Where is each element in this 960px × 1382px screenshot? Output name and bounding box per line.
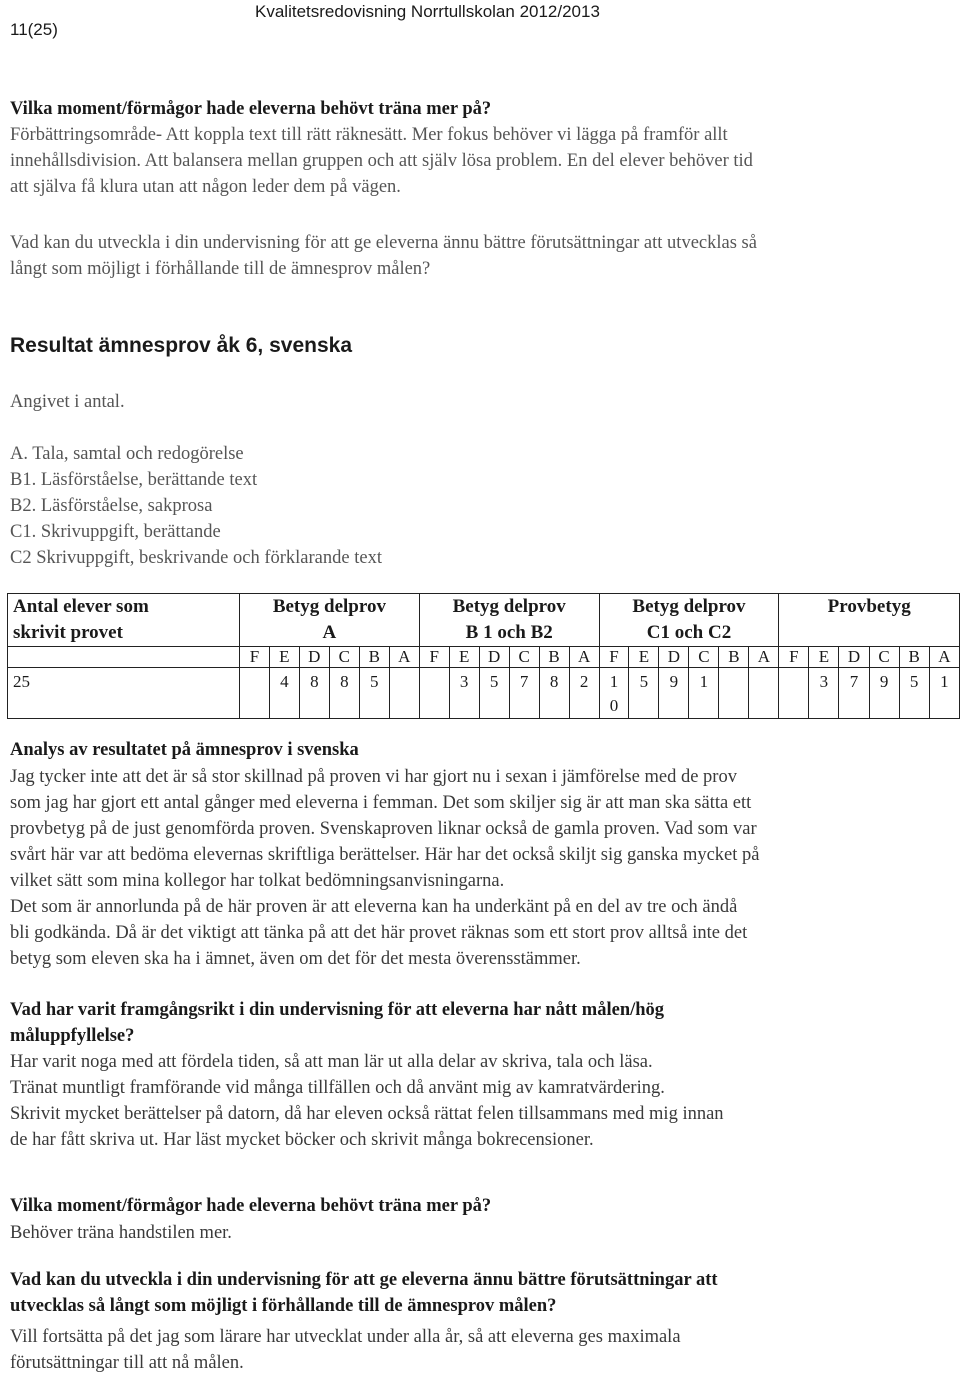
text-line: vilket sätt som mina kollegor har tolkat bedömningsanvisningarna. [10, 871, 505, 891]
table-header-row [8, 594, 960, 647]
grade-count-cell: 4 [269, 668, 299, 719]
grade-letter-cell: B [719, 647, 749, 668]
page-number: 11(25) [10, 20, 58, 39]
grade-count-cell: 1 [929, 668, 959, 719]
grade-letter-cell: E [449, 647, 479, 668]
success-paragraph [10, 1049, 724, 1153]
grade-count-cell [779, 668, 809, 719]
grade-letter-cell: D [839, 647, 869, 668]
text-line: förutsättningar till att nå målen. [10, 1353, 244, 1373]
text-line: långt som möjligt i förhållande till de ämnesprov målen? [10, 259, 431, 279]
grade-letter-cell: B [359, 647, 389, 668]
group-header-a [240, 594, 420, 647]
grade-count-cell: 5 [629, 668, 659, 719]
analysis-paragraph [10, 764, 760, 972]
list-item: B1. Läsförståelse, berättande text [10, 470, 258, 490]
document-title: Kvalitetsredovisning Norrtullskolan 2012/2013 [255, 2, 600, 21]
heading-line: Vad kan du utveckla i din undervisning för att ge eleverna ännu bättre förutsättningar att [10, 1270, 718, 1290]
grade-letter-cell: B [539, 647, 569, 668]
grade-count-cell: 8 [329, 668, 359, 719]
count-column-header [8, 594, 240, 647]
grade-letter-cell: D [299, 647, 329, 668]
grade-letter-cell: D [659, 647, 689, 668]
grade-letter-cell: E [629, 647, 659, 668]
grade-count-cell: 7 [839, 668, 869, 719]
table-value-row [8, 668, 960, 719]
group-header-total [779, 594, 960, 647]
header-line: Antal elever som [13, 596, 149, 617]
grade-count-cell [419, 668, 449, 719]
text-line: innehållsdivision. Att balansera mellan gruppen och att själv lösa problem. En del elever behöver tid [10, 151, 753, 171]
grade-count-cell: 3 [809, 668, 839, 719]
practice-answer: Behöver träna handstilen mer. [10, 1223, 232, 1243]
analysis-heading: Analys av resultatet på ämnesprov i svenska [10, 740, 359, 760]
grade-count-cell [389, 668, 419, 719]
header-line: Provbetyg [827, 596, 911, 617]
text-line: Skrivit mycket berättelser på datorn, då har eleven också rättat felen tillsammans med mig innan [10, 1104, 724, 1124]
heading-line: utvecklas så långt som möjligt i förhållande till de ämnesprov målen? [10, 1296, 557, 1316]
grade-count-cell: 1 0 [599, 668, 629, 719]
heading-line: Vad har varit framgångsrikt i din undervisning för att eleverna har nått målen/hög [10, 1000, 665, 1020]
header-line: C1 och C2 [646, 622, 732, 643]
grade-letter-cell: F [419, 647, 449, 668]
grade-letter-cell: B [899, 647, 929, 668]
grade-count-cell: 3 [449, 668, 479, 719]
grade-letter-cell: C [509, 647, 539, 668]
grade-letter-cell: F [599, 647, 629, 668]
text-line: Jag tycker inte att det är så stor skillnad på proven vi har gjort nu i sexan i jämförelse med de prov [10, 767, 737, 787]
grade-letter-cell: E [809, 647, 839, 668]
group-header-b [419, 594, 599, 647]
section-heading: Resultat ämnesprov åk 6, svenska [10, 334, 353, 357]
grade-letter-cell: A [929, 647, 959, 668]
test-parts-list [10, 441, 382, 571]
grade-letter-cell: E [269, 647, 299, 668]
group-header-c [599, 594, 779, 647]
grade-letter-cell: D [479, 647, 509, 668]
text-line: provbetyg på de just genomförda proven. Svenskaproven liknar också de gamla proven. Vad som var [10, 819, 757, 839]
grade-count-cell: 9 [659, 668, 689, 719]
grade-letter-cell: F [779, 647, 809, 668]
text-line: Tränat muntligt framförande vid många tillfällen och då använt mig av kamratvärdering. [10, 1078, 665, 1098]
header-line: Betyg delprov [632, 596, 746, 617]
grade-count-cell: 5 [899, 668, 929, 719]
text-line: Förbättringsområde- Att koppla text till rätt räknesätt. Mer fokus behöver vi lägga på framför allt [10, 125, 728, 145]
list-item: A. Tala, samtal och redogörelse [10, 444, 244, 464]
grade-letter-cell: A [569, 647, 599, 668]
header-line: B 1 och B2 [465, 622, 553, 643]
unit-note: Angivet i antal. [10, 392, 125, 412]
header-line: Betyg delprov [452, 596, 566, 617]
grade-letter-cell: A [389, 647, 419, 668]
develop-heading [10, 1267, 718, 1319]
grade-count-cell: 1 [689, 668, 719, 719]
grade-count-cell: 5 [359, 668, 389, 719]
empty-cell [8, 647, 240, 668]
grade-count-cell [240, 668, 270, 719]
text-line: Det som är annorlunda på de här proven är att eleverna kan ha underkänt på en del av tre och ändå [10, 897, 738, 917]
grade-letter-row [8, 647, 960, 668]
question-practice-heading: Vilka moment/förmågor hade eleverna behövt träna mer på? [10, 99, 492, 119]
header-line: Betyg delprov [272, 596, 386, 617]
grade-count-cell: 7 [509, 668, 539, 719]
grade-count-cell: 9 [869, 668, 899, 719]
grade-letter-cell: C [869, 647, 899, 668]
list-item: B2. Läsförståelse, sakprosa [10, 496, 213, 516]
text-line: bli godkända. Då är det viktigt att tänka på att det här provet räknas som ett stort prov alltså inte det [10, 923, 748, 943]
grade-count-cell: 8 [539, 668, 569, 719]
grade-letter-cell: A [749, 647, 779, 668]
develop-paragraph [10, 1324, 681, 1376]
header-line: skrivit provet [13, 622, 123, 643]
text-line: svårt här var att bedöma elevernas skriftliga berättelser. Här har det också skiljt sig ganska mycket på [10, 845, 760, 865]
text-line: de har fått skriva ut. Har läst mycket böcker och skrivit många bokrecensioner. [10, 1130, 594, 1150]
header-line: A [322, 622, 337, 643]
results-table [7, 593, 960, 719]
text-line: betyg som eleven ska ha i ämnet, även om det för det mesta överensstämmer. [10, 949, 581, 969]
grade-count-cell: 8 [299, 668, 329, 719]
text-line: som jag har gjort ett antal gånger med eleverna i femman. Det som skiljer sig är att man ska sätta ett [10, 793, 752, 813]
grade-count-cell: 2 [569, 668, 599, 719]
question-develop-paragraph [10, 230, 757, 282]
practice-heading: Vilka moment/förmågor hade eleverna behövt träna mer på? [10, 1196, 492, 1216]
heading-line: måluppfyllelse? [10, 1026, 135, 1046]
grade-letter-cell: C [329, 647, 359, 668]
grade-letter-cell: F [240, 647, 270, 668]
text-line: Vad kan du utveckla i din undervisning för att ge eleverna ännu bättre förutsättningar att utvecklas så [10, 233, 757, 253]
text-line: att själva få klura utan att någon leder dem på vägen. [10, 177, 401, 197]
text-line: Har varit noga med att fördela tiden, så att man lär ut alla delar av skriva, tala och läsa. [10, 1052, 653, 1072]
grade-count-cell [719, 668, 749, 719]
answer-practice-paragraph [10, 122, 753, 200]
grade-count-cell: 5 [479, 668, 509, 719]
success-heading [10, 997, 664, 1049]
grade-count-cell [749, 668, 779, 719]
student-count-cell: 25 [8, 668, 240, 719]
text-line: Vill fortsätta på det jag som lärare har utvecklat under alla år, så att eleverna ges maximala [10, 1327, 681, 1347]
list-item: C2 Skrivuppgift, beskrivande och förklarande text [10, 548, 382, 568]
list-item: C1. Skrivuppgift, berättande [10, 522, 221, 542]
grade-letter-cell: C [689, 647, 719, 668]
